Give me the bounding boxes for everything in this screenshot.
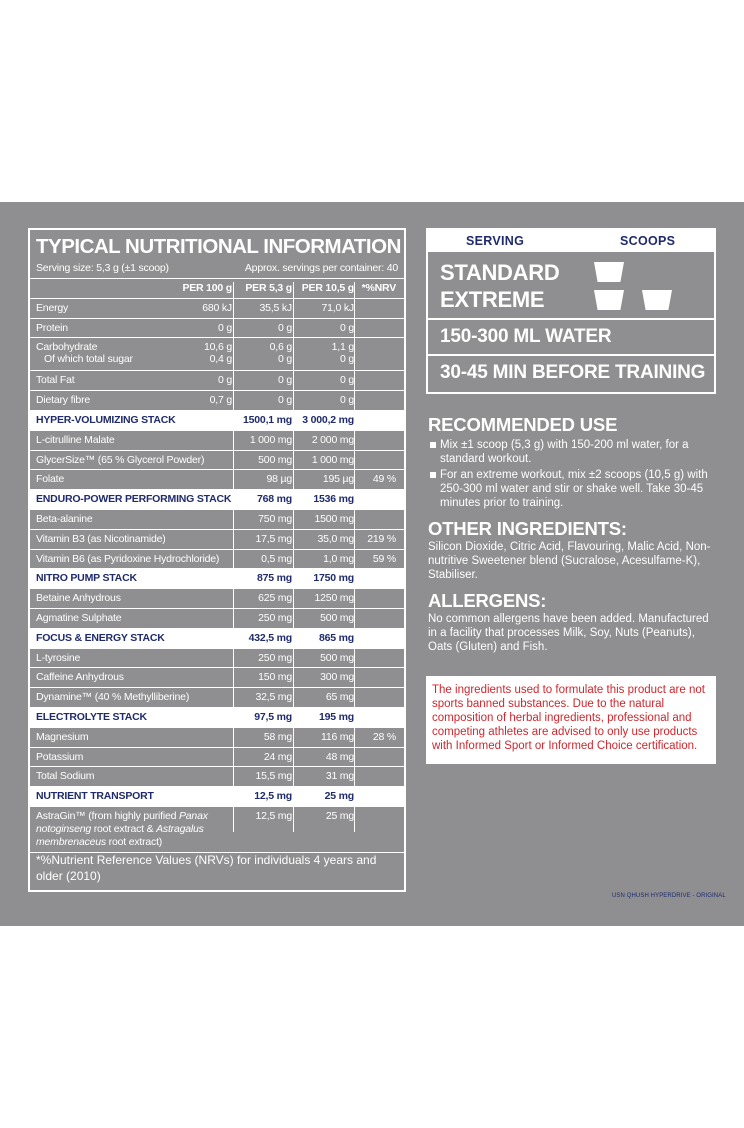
value-per-100g: 0 g — [218, 321, 232, 334]
value-per-serving: 15,5 mg — [255, 770, 292, 783]
nutrient-name: Total Fat — [36, 374, 75, 387]
usage-section — [428, 414, 718, 654]
other-ingredients-text: Silicon Dioxide, Citric Acid, Flavouring, Malic Acid, Non-nutritive Sweetener blend (Sucralose, Acesulfame-K), Stabiliser. — [428, 541, 711, 581]
value-per-serving: 12,5 mg — [255, 809, 292, 822]
value-per-100g: 0 g — [218, 374, 232, 387]
nutrition-rows — [30, 298, 404, 853]
product-code: USN QHUSH HYPERDRIVE - ORIGINAL — [612, 893, 726, 899]
stack-name: NITRO PUMP STACK — [36, 572, 137, 585]
table-row — [30, 370, 404, 390]
nutrient-name: Protein — [36, 321, 68, 334]
value-per-double: 2 000 mg — [311, 433, 354, 446]
column-divider — [354, 282, 355, 832]
stack-name: FOCUS & ENERGY STACK — [36, 631, 165, 644]
value-per-serving: 32,5 mg — [255, 691, 292, 704]
stack-name: ENDURO-POWER PERFORMING STACK — [36, 493, 232, 506]
serving-modes — [428, 252, 714, 320]
table-row — [30, 450, 404, 470]
serving-info — [30, 261, 404, 275]
serving-header — [428, 230, 714, 252]
stack-value-per-serving: 12,5 mg — [254, 790, 292, 803]
nutrient-name: Energy — [36, 301, 69, 314]
table-row — [30, 608, 404, 628]
value-per-double: 1500 mg — [314, 512, 354, 525]
stack-value-per-serving: 432,5 mg — [248, 631, 292, 644]
table-row — [30, 806, 404, 852]
serving-size: Serving size: 5,3 g (±1 scoop) — [36, 262, 169, 274]
table-row — [30, 766, 404, 786]
stack-value-per-serving: 1500,1 mg — [243, 413, 292, 426]
value-per-double: 31 mg — [325, 770, 354, 783]
col-per-100g: PER 100 g — [182, 282, 232, 294]
astragin-text: AstraGin™ (from highly purified — [36, 809, 179, 822]
ingredient-name: Vitamin B3 (as Nicotinamide) — [36, 532, 166, 545]
table-row — [30, 648, 404, 668]
value-per-serving: 0,6 g — [269, 341, 292, 354]
value-per-100g: 10,6 g — [204, 341, 232, 354]
value-nrv: 219 % — [367, 532, 396, 545]
ingredient-name: L-tyrosine — [36, 651, 81, 664]
stack-value-per-double: 3 000,2 mg — [302, 413, 354, 426]
value-per-serving: 17,5 mg — [255, 532, 292, 545]
list-item: For an extreme workout, mix ±2 scoops (10,5 g) with 250-300 ml water and stir or shake well. Take 30-45 minutes prior to training. — [428, 468, 718, 510]
timing-row — [428, 356, 714, 390]
sub-value-per-100g: 0,4 g — [209, 353, 232, 366]
ingredient-name: Agmatine Sulphate — [36, 611, 122, 624]
value-per-serving: 98 µg — [266, 473, 292, 486]
table-row — [30, 509, 404, 529]
ingredient-name: Magnesium — [36, 730, 89, 743]
ingredient-name: Potassium — [36, 750, 84, 763]
stack-header-row — [30, 489, 404, 509]
table-row — [30, 430, 404, 450]
value-per-serving: 0 g — [278, 394, 292, 407]
table-row — [30, 588, 404, 608]
value-per-serving: 250 mg — [258, 651, 292, 664]
servings-per-container: Approx. servings per container: 40 — [244, 262, 398, 274]
value-per-double: 65 mg — [325, 691, 354, 704]
value-per-double: 116 mg — [320, 730, 354, 743]
stack-value-per-serving: 875 mg — [257, 572, 292, 585]
scoop-icon — [594, 290, 624, 310]
value-per-double: 0 g — [340, 321, 354, 334]
table-row — [30, 529, 404, 549]
ingredient-name: Vitamin B6 (as Pyridoxine Hydrochloride) — [36, 552, 220, 565]
scoop-icon — [594, 262, 624, 282]
col-per-serving: PER 5,3 g — [245, 282, 292, 294]
ingredient-name: Beta-alanine — [36, 512, 93, 525]
scoops-col-label: SCOOPS — [620, 234, 676, 248]
value-per-serving: 150 mg — [258, 671, 292, 684]
serving-col-label: SERVING — [466, 234, 525, 248]
value-per-double: 1250 mg — [314, 592, 354, 605]
stack-name: NUTRIENT TRANSPORT — [36, 790, 154, 803]
stack-value-per-double: 865 mg — [319, 631, 354, 644]
table-row — [30, 667, 404, 687]
nrv-footnote: *%Nutrient Reference Values (NRVs) for individuals 4 years and older (2010) — [36, 853, 377, 883]
ingredient-name: Caffeine Anhydrous — [36, 671, 124, 684]
water-row — [428, 320, 714, 356]
allergens-text: No common allergens have been added. Manufactured in a facility that processes Milk, Soy, Nuts (Peanuts), Oats (Gluten) and Fish. — [428, 613, 709, 653]
value-per-serving: 0 g — [278, 321, 292, 334]
column-header-row — [30, 278, 404, 298]
ingredient-name: Betaine Anhydrous — [36, 592, 121, 605]
stack-header-row — [30, 568, 404, 588]
sub-value-per-double: 0 g — [340, 353, 354, 366]
value-per-serving: 625 mg — [258, 592, 292, 605]
warning-box: The ingredients used to formulate this product are not sports banned substances. Due to the natural composition of herbal ingredients, professional and competing athletes are advised to only use products with Informed Sport or Informed Choice certification. — [426, 676, 716, 764]
stack-header-row — [30, 628, 404, 648]
value-nrv: 49 % — [372, 473, 396, 486]
value-nrv: 28 % — [372, 730, 396, 743]
recommended-use-title: RECOMMENDED USE — [428, 414, 618, 435]
value-per-100g: 680 kJ — [202, 301, 232, 314]
stack-value-per-double: 1536 mg — [313, 493, 354, 506]
stack-value-per-double: 1750 mg — [313, 572, 354, 585]
table-row — [30, 747, 404, 767]
stack-header-row — [30, 786, 404, 806]
value-per-double: 1 000 mg — [311, 453, 354, 466]
nutrient-name: Dietary fibre — [36, 394, 91, 407]
value-per-serving: 500 mg — [258, 453, 292, 466]
ingredient-name: L-citrulline Malate — [36, 433, 115, 446]
value-per-double: 0 g — [340, 394, 354, 407]
stack-header-row — [30, 707, 404, 727]
value-per-serving: 750 mg — [258, 512, 292, 525]
value-per-double: 500 mg — [320, 651, 354, 664]
table-row — [30, 390, 404, 410]
standard-label: STANDARD — [440, 260, 560, 285]
astragin-text: membrenaceus — [36, 835, 106, 848]
value-nrv: 59 % — [372, 552, 396, 565]
allergens — [428, 590, 718, 654]
ingredient-name: GlycerSize™ (65 % Glycerol Powder) — [36, 453, 205, 466]
value-per-serving: 24 mg — [263, 750, 292, 763]
table-row — [30, 469, 404, 489]
table-row — [30, 549, 404, 569]
nutrition-title: TYPICAL NUTRITIONAL INFORMATION — [36, 235, 401, 258]
ingredient-name: Total Sodium — [36, 770, 95, 783]
scoop-icon — [642, 290, 672, 310]
ingredient-name: Dynamine™ (40 % Methylliberine) — [36, 691, 190, 704]
value-per-double: 300 mg — [320, 671, 354, 684]
astragin-text: root extract) — [105, 835, 163, 848]
table-row — [30, 687, 404, 707]
astragin-text: root extract & — [91, 822, 157, 835]
value-per-serving: 250 mg — [258, 611, 292, 624]
stack-value-per-serving: 768 mg — [257, 493, 292, 506]
table-row — [30, 318, 404, 338]
column-divider — [293, 282, 294, 832]
value-per-serving: 58 mg — [263, 730, 292, 743]
serving-box — [426, 228, 716, 394]
extreme-label: EXTREME — [440, 287, 545, 312]
stack-header-row — [30, 410, 404, 430]
stack-value-per-double: 195 mg — [319, 710, 354, 723]
stack-name: ELECTROLYTE STACK — [36, 710, 147, 723]
value-per-100g: 0,7 g — [209, 394, 232, 407]
astragin-text: Astragalus — [156, 822, 204, 835]
astragin-text: notoginseng — [36, 822, 92, 835]
ingredient-name: Folate — [36, 473, 64, 486]
value-per-double: 1,1 g — [331, 341, 354, 354]
column-divider — [233, 282, 234, 832]
value-per-double: 71,0 kJ — [321, 301, 354, 314]
ingredient-name — [36, 810, 208, 849]
allergens-title: ALLERGENS: — [428, 590, 547, 611]
stack-name: HYPER-VOLUMIZING STACK — [36, 413, 176, 426]
value-per-double: 0 g — [340, 374, 354, 387]
table-row — [30, 337, 404, 370]
water-amount: 150-300 ML WATER — [440, 326, 612, 347]
table-row — [30, 727, 404, 747]
value-per-serving: 35,5 kJ — [259, 301, 292, 314]
stack-value-per-double: 25 mg — [324, 790, 354, 803]
value-per-serving: 0 g — [278, 374, 292, 387]
recommended-use-list — [428, 438, 718, 510]
value-per-serving: 1 000 mg — [249, 433, 292, 446]
value-per-double: 25 mg — [325, 809, 354, 822]
col-per-double: PER 10,5 g — [301, 282, 354, 294]
value-per-double: 48 mg — [325, 750, 354, 763]
col-nrv: *%NRV — [361, 282, 396, 294]
astragin-text: Panax — [178, 809, 208, 822]
nutrient-name: Carbohydrate — [36, 341, 98, 354]
other-ingredients — [428, 518, 718, 582]
stack-value-per-serving: 97,5 mg — [254, 710, 292, 723]
value-per-double: 35,0 mg — [317, 532, 354, 545]
value-per-double: 500 mg — [320, 611, 354, 624]
sub-value-per-serving: 0 g — [278, 353, 292, 366]
value-per-double: 1,0 mg — [323, 552, 354, 565]
value-per-serving: 0,5 mg — [261, 552, 292, 565]
table-row — [30, 298, 404, 318]
timing-text: 30-45 MIN BEFORE TRAINING — [440, 362, 706, 383]
sub-nutrient-name: Of which total sugar — [44, 353, 133, 366]
list-item: Mix ±1 scoop (5,3 g) with 150-200 ml water, for a standard workout. — [428, 438, 718, 466]
nutrition-table — [28, 228, 406, 892]
other-ingredients-title: OTHER INGREDIENTS: — [428, 518, 627, 539]
value-per-double: 195 µg — [322, 473, 354, 486]
